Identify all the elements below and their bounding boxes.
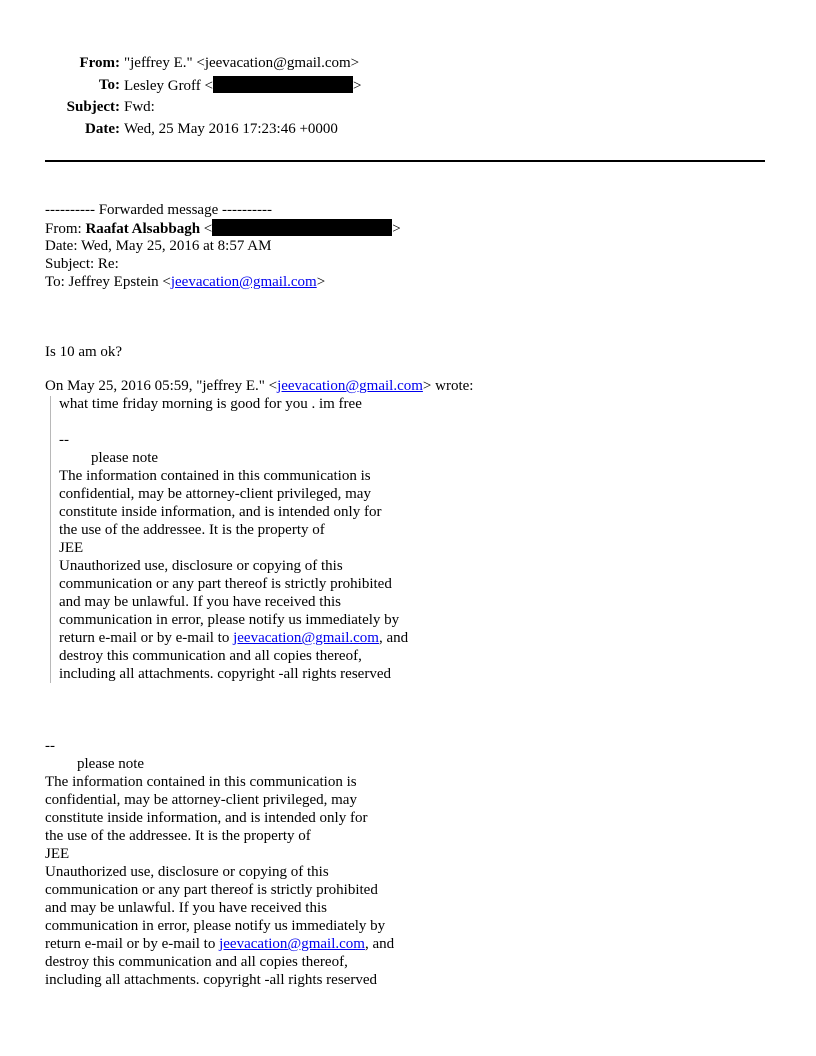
quote-bar	[50, 396, 51, 683]
attribution-email-link[interactable]: jeevacation@gmail.com	[277, 378, 423, 394]
forwarded-from	[45, 219, 401, 237]
quoted-email-link[interactable]: jeevacation@gmail.com	[233, 630, 379, 646]
quoted-line: the use of the addressee. It is the property of	[59, 522, 325, 538]
header-from-row	[0, 54, 816, 72]
header-to-label: To:	[98, 77, 120, 93]
quoted-message	[59, 395, 408, 683]
attribution-suffix: > wrote:	[422, 378, 474, 394]
forwarded-from-prefix: From:	[45, 221, 86, 237]
signature-line: JEE	[45, 846, 70, 862]
quoted-note: please note	[91, 450, 159, 466]
signature-line: constitute inside information, and is intended only for	[45, 810, 368, 826]
signature-line: the use of the addressee. It is the property of	[45, 828, 311, 844]
header-to-value	[124, 76, 361, 95]
quoted-return-prefix: return e-mail or by e-mail to	[59, 630, 234, 646]
signature-block	[45, 737, 394, 989]
signature-line: confidential, may be attorney-client privileged, may	[45, 792, 357, 808]
redaction-block	[213, 76, 353, 93]
forwarded-to-suffix: >	[316, 274, 326, 290]
signature-line: Unauthorized use, disclosure or copying of this	[45, 864, 329, 880]
header-from-value: "jeffrey E." <jeevacation@gmail.com>	[124, 55, 360, 71]
header-subject-label: Subject:	[66, 99, 120, 115]
forwarded-from-close: >	[392, 221, 401, 237]
signature-line: including all attachments. copyright -all rights reserved	[45, 972, 377, 988]
forwarded-subject: Subject: Re:	[45, 256, 119, 272]
quoted-line: JEE	[59, 540, 84, 556]
forwarded-from-open: <	[200, 221, 213, 237]
signature-dash: --	[45, 738, 55, 754]
header-subject-value: Fwd:	[124, 99, 155, 115]
quoted-line: and may be unlawful. If you have received this	[59, 594, 341, 610]
quoted-line: The information contained in this communication is	[59, 468, 371, 484]
forwarded-to-prefix: To: Jeffrey Epstein <	[45, 274, 171, 290]
forwarded-to	[45, 273, 325, 291]
header-to-prefix: Lesley Groff <	[124, 78, 213, 94]
header-date-label: Date:	[85, 121, 120, 137]
signature-note: please note	[77, 756, 145, 772]
redaction-block	[212, 219, 392, 236]
forwarded-date: Date: Wed, May 25, 2016 at 8:57 AM	[45, 238, 272, 254]
signature-return-line	[45, 935, 394, 953]
quoted-line: destroy this communication and all copies thereof,	[59, 648, 362, 664]
header-to-suffix: >	[353, 78, 362, 94]
header-date-row	[0, 120, 816, 138]
signature-line: communication or any part thereof is strictly prohibited	[45, 882, 378, 898]
quoted-line: Unauthorized use, disclosure or copying of this	[59, 558, 343, 574]
header-to-row	[0, 76, 816, 94]
quoted-text: what time friday morning is good for you . im free	[59, 396, 362, 412]
quoted-return-line	[59, 629, 408, 647]
quoted-line: constitute inside information, and is intended only for	[59, 504, 382, 520]
quoted-line: confidential, may be attorney-client privileged, may	[59, 486, 371, 502]
quoted-return-suffix: , and	[378, 630, 409, 646]
quoted-line: including all attachments. copyright -all rights reserved	[59, 666, 391, 682]
quoted-sig-dash: --	[59, 432, 69, 448]
signature-line: destroy this communication and all copies thereof,	[45, 954, 348, 970]
header-subject-row	[0, 98, 816, 116]
quote-attribution	[45, 377, 473, 395]
quoted-line: communication in error, please notify us immediately by	[59, 612, 400, 628]
signature-return-suffix: , and	[364, 936, 395, 952]
signature-email-link[interactable]: jeevacation@gmail.com	[219, 936, 365, 952]
forwarded-from-name: Raafat Alsabbagh	[85, 221, 201, 237]
signature-return-prefix: return e-mail or by e-mail to	[45, 936, 220, 952]
quoted-line: communication or any part thereof is strictly prohibited	[59, 576, 392, 592]
reply-text: Is 10 am ok?	[45, 344, 123, 360]
attribution-prefix: On May 25, 2016 05:59, "jeffrey E." <	[45, 378, 278, 394]
signature-line: The information contained in this communication is	[45, 774, 357, 790]
signature-line: and may be unlawful. If you have received this	[45, 900, 327, 916]
forwarded-separator: ---------- Forwarded message ----------	[45, 202, 272, 218]
header-date-value: Wed, 25 May 2016 17:23:46 +0000	[124, 121, 338, 137]
signature-line: communication in error, please notify us immediately by	[45, 918, 386, 934]
forwarded-to-email-link[interactable]: jeevacation@gmail.com	[170, 274, 317, 290]
header-divider	[45, 160, 765, 162]
header-from-label: From:	[79, 55, 120, 71]
